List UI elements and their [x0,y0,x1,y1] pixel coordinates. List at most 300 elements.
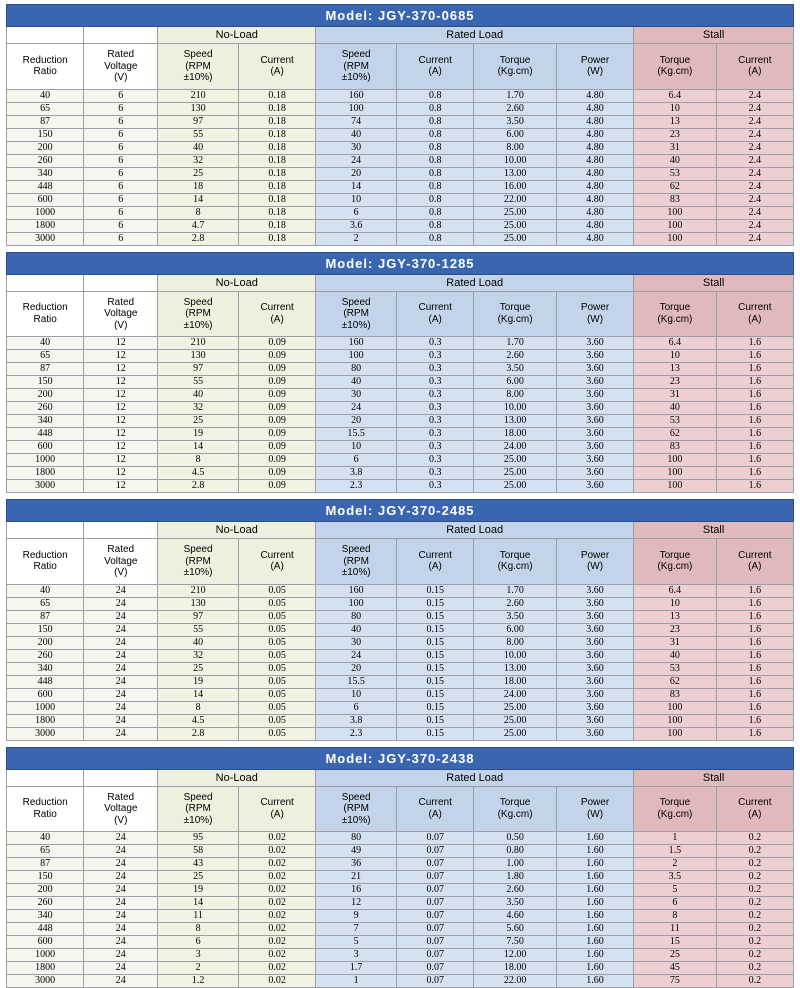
table-cell: 0.2 [716,897,793,910]
table-cell: 0.3 [397,480,474,493]
table-row [7,128,794,141]
table-cell: 0.2 [716,858,793,871]
table-row [7,389,794,402]
table-cell: 19 [158,428,239,441]
table-cell: 4.80 [556,232,633,245]
table-cell: 0.2 [716,871,793,884]
table-cell: 31 [634,636,716,649]
table-cell: 25 [158,662,239,675]
table-cell: 55 [158,128,239,141]
column-header: Reduction Ratio [7,786,84,832]
table-cell: 12 [84,350,158,363]
table-row [7,688,794,701]
table-cell: 3.50 [474,363,556,376]
column-header-row [7,44,794,90]
table-cell: 0.02 [238,832,315,845]
table-cell: 1.6 [716,649,793,662]
table-cell: 12 [84,454,158,467]
table-cell: 10.00 [474,154,556,167]
table-cell: 83 [634,688,716,701]
table-cell: 260 [7,897,84,910]
table-row [7,936,794,949]
table-cell: 6 [84,232,158,245]
table-cell: 4.80 [556,115,633,128]
column-header: Power (W) [556,539,633,585]
table-cell: 24 [84,675,158,688]
table-cell: 62 [634,428,716,441]
table-cell: 0.07 [397,845,474,858]
table-cell: 24 [84,936,158,949]
table-cell: 1.6 [716,688,793,701]
table-cell: 4.80 [556,141,633,154]
table-cell: 200 [7,389,84,402]
table-cell: 100 [634,701,716,714]
table-row [7,415,794,428]
table-cell: 0.18 [238,219,315,232]
table-cell: 3.60 [556,454,633,467]
table-cell: 24 [84,871,158,884]
table-cell: 0.02 [238,936,315,949]
table-cell: 25.00 [474,701,556,714]
table-cell: 24 [84,623,158,636]
table-cell: 24 [84,610,158,623]
table-cell: 2.4 [716,128,793,141]
column-header: Reduction Ratio [7,44,84,90]
table-cell: 9 [316,910,397,923]
table-cell: 100 [634,480,716,493]
table-cell: 10 [316,441,397,454]
table-cell: 4.5 [158,714,239,727]
table-cell: 6 [316,701,397,714]
table-cell: 25.00 [474,232,556,245]
table-cell: 0.2 [716,936,793,949]
table-cell: 0.02 [238,962,315,975]
table-cell: 3.60 [556,350,633,363]
table-cell: 6 [84,115,158,128]
table-cell: 100 [634,232,716,245]
group-no-load: No-Load [158,769,316,786]
group-stall: Stall [634,274,794,291]
table-cell: 25.00 [474,727,556,740]
table-cell: 25.00 [474,714,556,727]
table-row [7,701,794,714]
table-cell: 0.05 [238,597,315,610]
table-cell: 58 [158,845,239,858]
table-cell: 8.00 [474,141,556,154]
group-header-row [7,522,794,539]
table-cell: 4.80 [556,89,633,102]
table-row [7,714,794,727]
column-header: Current (A) [238,539,315,585]
table-cell: 95 [158,832,239,845]
table-cell: 2.60 [474,884,556,897]
table-cell: 3000 [7,727,84,740]
table-cell: 0.07 [397,923,474,936]
table-cell: 40 [316,128,397,141]
table-cell: 2 [634,858,716,871]
column-header: Current (A) [397,539,474,585]
group-rated-load: Rated Load [316,27,634,44]
table-cell: 24 [84,897,158,910]
table-cell: 0.09 [238,467,315,480]
table-cell: 150 [7,623,84,636]
table-cell: 6.00 [474,623,556,636]
table-cell: 12 [84,363,158,376]
table-cell: 16.00 [474,180,556,193]
table-cell: 1.6 [716,727,793,740]
table-cell: 0.09 [238,415,315,428]
table-row [7,441,794,454]
table-title-row [7,5,794,27]
table-cell: 13.00 [474,167,556,180]
table-cell: 83 [634,193,716,206]
table-cell: 10 [634,597,716,610]
table-cell: 0.8 [397,232,474,245]
table-cell: 10 [316,688,397,701]
table-row [7,376,794,389]
table-cell: 1.6 [716,480,793,493]
table-cell: 3.60 [556,389,633,402]
table-cell: 0.05 [238,662,315,675]
table-cell: 0.05 [238,584,315,597]
table-cell: 0.15 [397,597,474,610]
table-cell: 8 [634,910,716,923]
table-cell: 130 [158,597,239,610]
table-cell: 1800 [7,962,84,975]
table-cell: 3.60 [556,441,633,454]
table-cell: 6 [84,219,158,232]
table-cell: 3 [316,949,397,962]
table-cell: 1.6 [716,584,793,597]
table-cell: 2.3 [316,480,397,493]
table-cell: 24 [84,714,158,727]
table-cell: 3.60 [556,649,633,662]
table-cell: 25.00 [474,454,556,467]
table-cell: 24 [84,584,158,597]
table-cell: 0.07 [397,962,474,975]
table-cell: 87 [7,363,84,376]
group-no-load: No-Load [158,522,316,539]
table-cell: 0.2 [716,845,793,858]
table-cell: 0.07 [397,910,474,923]
table-cell: 2.4 [716,167,793,180]
table-cell: 0.05 [238,649,315,662]
table-cell: 13.00 [474,415,556,428]
table-cell: 0.15 [397,584,474,597]
table-cell: 4.80 [556,167,633,180]
table-cell: 0.15 [397,636,474,649]
table-cell: 40 [316,376,397,389]
table-cell: 6 [84,180,158,193]
table-row [7,467,794,480]
table-cell: 53 [634,662,716,675]
table-cell: 5 [634,884,716,897]
table-cell: 53 [634,167,716,180]
table-cell: 0.3 [397,376,474,389]
table-cell: 0.09 [238,454,315,467]
table-cell: 0.8 [397,193,474,206]
table-cell: 1.6 [716,675,793,688]
table-cell: 97 [158,610,239,623]
table-row [7,962,794,975]
table-cell: 1000 [7,701,84,714]
table-row [7,193,794,206]
table-cell: 600 [7,441,84,454]
table-cell: 4.60 [474,910,556,923]
table-row [7,884,794,897]
table-cell: 0.2 [716,923,793,936]
table-cell: 12 [316,897,397,910]
table-cell: 13 [634,363,716,376]
table-cell: 0.02 [238,975,315,988]
column-header: Power (W) [556,786,633,832]
group-stall: Stall [634,769,794,786]
table-cell: 75 [634,975,716,988]
table-cell: 6 [634,897,716,910]
table-cell: 40 [7,89,84,102]
table-cell: 24 [84,662,158,675]
table-cell: 18.00 [474,962,556,975]
column-header: Speed (RPM ±10%) [316,44,397,90]
table-cell: 24 [84,923,158,936]
column-header: Current (A) [238,291,315,337]
table-cell: 3.60 [556,714,633,727]
table-row [7,115,794,128]
table-cell: 3.8 [316,467,397,480]
table-cell: 1.6 [716,350,793,363]
table-cell: 0.09 [238,337,315,350]
table-cell: 100 [316,102,397,115]
table-cell: 1.80 [474,871,556,884]
table-cell: 0.3 [397,467,474,480]
table-cell: 0.18 [238,141,315,154]
table-cell: 1.5 [634,845,716,858]
table-cell: 6 [84,102,158,115]
table-cell: 0.50 [474,832,556,845]
table-cell: 0.3 [397,337,474,350]
table-cell: 150 [7,871,84,884]
table-cell: 0.3 [397,441,474,454]
table-cell: 160 [316,89,397,102]
table-cell: 1.7 [316,962,397,975]
table-cell: 1.70 [474,337,556,350]
table-cell: 4.80 [556,154,633,167]
table-cell: 24 [316,402,397,415]
group-stall: Stall [634,522,794,539]
table-cell: 49 [316,845,397,858]
table-cell: 6.4 [634,89,716,102]
table-cell: 2.4 [716,141,793,154]
table-cell: 0.09 [238,441,315,454]
table-cell: 1.60 [556,923,633,936]
table-row [7,975,794,988]
table-cell: 600 [7,193,84,206]
group-blank-voltage [84,522,158,539]
table-cell: 1.6 [716,701,793,714]
group-rated-load: Rated Load [316,522,634,539]
table-cell: 62 [634,675,716,688]
table-cell: 3.60 [556,675,633,688]
table-cell: 0.05 [238,714,315,727]
table-cell: 2.4 [716,102,793,115]
table-cell: 6.4 [634,584,716,597]
table-cell: 12 [84,480,158,493]
table-cell: 22.00 [474,193,556,206]
table-cell: 3000 [7,232,84,245]
table-cell: 0.15 [397,675,474,688]
table-cell: 0.8 [397,154,474,167]
table-cell: 6.4 [634,337,716,350]
table-cell: 260 [7,154,84,167]
table-cell: 0.8 [397,115,474,128]
table-cell: 1.60 [556,832,633,845]
table-row [7,102,794,115]
table-cell: 65 [7,597,84,610]
table-cell: 0.8 [397,180,474,193]
table-cell: 0.18 [238,128,315,141]
table-cell: 4.80 [556,180,633,193]
table-cell: 25.00 [474,206,556,219]
table-cell: 6 [84,193,158,206]
column-header: Speed (RPM ±10%) [158,44,239,90]
table-cell: 3.60 [556,376,633,389]
column-header: Rated Voltage (V) [84,786,158,832]
table-cell: 100 [316,597,397,610]
table-cell: 1.70 [474,89,556,102]
table-cell: 150 [7,376,84,389]
table-cell: 14 [158,897,239,910]
table-cell: 100 [634,219,716,232]
table-row [7,845,794,858]
table-row [7,923,794,936]
table-cell: 0.8 [397,89,474,102]
table-cell: 18.00 [474,428,556,441]
table-cell: 20 [316,662,397,675]
table-cell: 0.05 [238,610,315,623]
table-cell: 13.00 [474,662,556,675]
table-cell: 3.60 [556,610,633,623]
table-cell: 40 [634,402,716,415]
column-header-row [7,786,794,832]
table-cell: 12 [84,337,158,350]
table-cell: 130 [158,102,239,115]
table-cell: 1.2 [158,975,239,988]
table-cell: 24.00 [474,688,556,701]
group-rated-load: Rated Load [316,274,634,291]
table-cell: 3.60 [556,597,633,610]
table-cell: 1.00 [474,858,556,871]
table-cell: 0.07 [397,871,474,884]
column-header: Speed (RPM ±10%) [316,291,397,337]
table-cell: 0.8 [397,219,474,232]
table-cell: 14 [316,180,397,193]
table-title-row [7,500,794,522]
table-cell: 8 [158,454,239,467]
table-cell: 2.8 [158,232,239,245]
table-cell: 0.07 [397,858,474,871]
table-cell: 448 [7,675,84,688]
table-cell: 8.00 [474,636,556,649]
table-cell: 0.8 [397,206,474,219]
table-cell: 32 [158,649,239,662]
table-cell: 100 [316,350,397,363]
column-header: Speed (RPM ±10%) [158,291,239,337]
table-cell: 340 [7,662,84,675]
table-cell: 0.15 [397,649,474,662]
table-cell: 0.18 [238,167,315,180]
table-cell: 16 [316,884,397,897]
table-cell: 19 [158,884,239,897]
group-stall: Stall [634,27,794,44]
table-row [7,832,794,845]
table-cell: 25.00 [474,219,556,232]
column-header: Speed (RPM ±10%) [316,539,397,585]
table-cell: 22.00 [474,975,556,988]
table-cell: 65 [7,845,84,858]
group-blank-ratio [7,522,84,539]
table-cell: 20 [316,167,397,180]
table-cell: 2.8 [158,480,239,493]
table-cell: 200 [7,636,84,649]
table-cell: 24 [84,688,158,701]
table-cell: 6 [158,936,239,949]
table-cell: 11 [158,910,239,923]
table-cell: 210 [158,584,239,597]
table-cell: 40 [7,337,84,350]
table-cell: 25 [158,871,239,884]
table-cell: 15.5 [316,428,397,441]
table-cell: 12 [84,415,158,428]
group-blank-voltage [84,27,158,44]
table-cell: 3.60 [556,636,633,649]
table-cell: 8 [158,206,239,219]
table-row [7,141,794,154]
group-header-row [7,769,794,786]
table-cell: 97 [158,363,239,376]
table-cell: 6 [84,167,158,180]
table-cell: 18.00 [474,675,556,688]
table-cell: 31 [634,141,716,154]
table-cell: 2.4 [716,193,793,206]
group-rated-load: Rated Load [316,769,634,786]
table-cell: 0.18 [238,154,315,167]
table-cell: 2.4 [716,219,793,232]
table-row [7,649,794,662]
table-cell: 40 [634,154,716,167]
table-cell: 0.15 [397,701,474,714]
table-cell: 160 [316,584,397,597]
table-cell: 3 [158,949,239,962]
table-row [7,858,794,871]
table-cell: 3.60 [556,701,633,714]
table-cell: 21 [316,871,397,884]
table-cell: 23 [634,376,716,389]
table-cell: 12 [84,389,158,402]
table-cell: 0.05 [238,675,315,688]
table-cell: 19 [158,675,239,688]
table-cell: 0.18 [238,115,315,128]
table-cell: 0.09 [238,480,315,493]
table-cell: 31 [634,389,716,402]
table-cell: 3.60 [556,688,633,701]
table-cell: 0.05 [238,623,315,636]
table-cell: 43 [158,858,239,871]
table-cell: 40 [158,389,239,402]
table-cell: 10.00 [474,402,556,415]
column-header: Rated Voltage (V) [84,539,158,585]
model-title: Model: JGY-370-2485 [7,500,794,522]
spec-table [6,499,794,741]
